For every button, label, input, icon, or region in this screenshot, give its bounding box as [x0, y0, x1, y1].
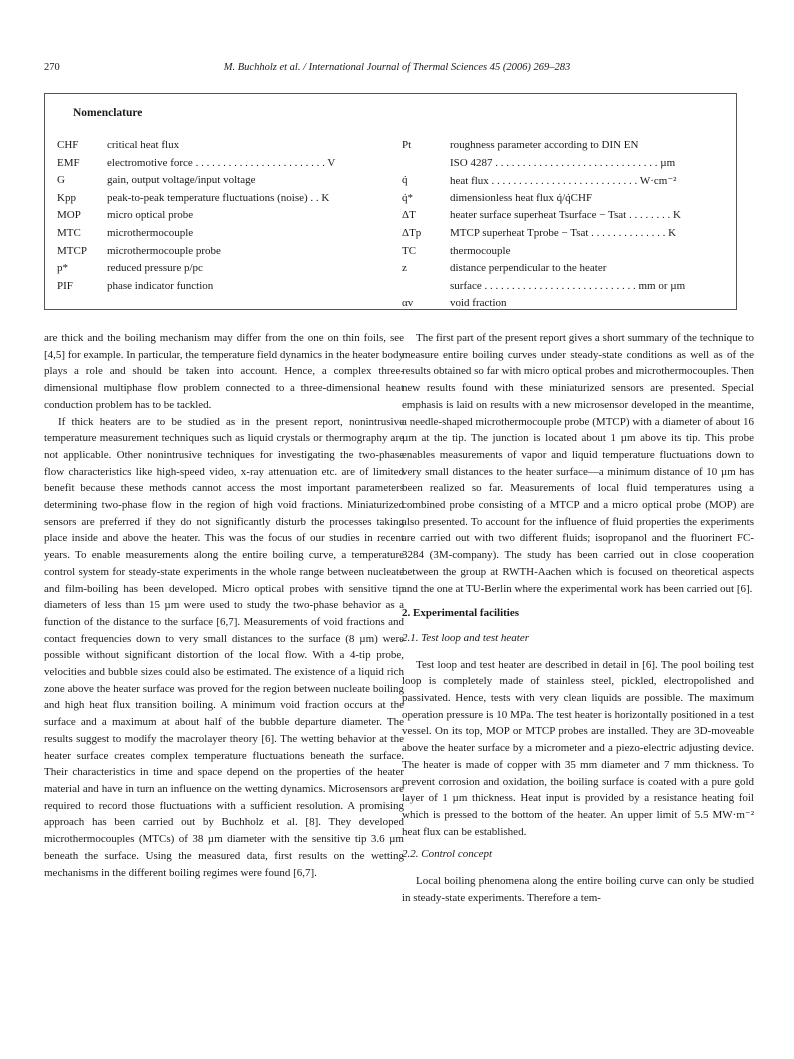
- nomenclature-entry: [402, 297, 727, 315]
- nomenclature-definition: MTCP superheat Tprobe − Tsat . . . . . . . . . . . . . . K: [450, 226, 677, 239]
- nomenclature-entry: [57, 280, 387, 298]
- nomenclature-entry: [402, 262, 727, 280]
- nomenclature-symbol: ΔTp: [402, 226, 422, 239]
- nomenclature-definition: heat flux . . . . . . . . . . . . . . . . . . . . . . . . . . . W·cm⁻²: [450, 175, 677, 188]
- nomenclature-definition: microthermocouple probe: [107, 244, 221, 257]
- nomenclature-entry: [402, 209, 727, 227]
- section-heading: 2. Experimental facilities: [402, 607, 520, 620]
- paragraph: The first part of the present report gives a short summary of the technique to measure entire boiling curves under steady-state conditions as well as of the results obtained so far with micro optical probes and microthermocouples. Then new results found with these miniaturized sensors are presented. Special emphasis is laid on results with a new microsensor developed in the meantime, a needle-shaped microthermocouple probe (MTCP) with a diameter of about 16 µm at the tip. The junction is located about 1 µm above its tip. This probe enables measurements of vapor and liquid temperature fluctuations down to very small distances to the heater surface—a minimum distance of 10 µm has been realized so far. Measurements of local fluid temperatures using a combined probe consisting of a MTCP and a micro optical probe (MOP) are also presented. To account for the influence of fluid properties the experiments are carried out with two different fluids; isopropanol and the fluorinert FC-3284 (3M-company). The study has been carried out in close cooperation between the group at RWTH-Aachen which is focused on theoretical aspects and the one at TU-Berlin where the experimental work has been carried out [6].: [402, 332, 755, 595]
- subsection-heading: 2.1. Test loop and test heater: [402, 631, 530, 644]
- nomenclature-definition: microthermocouple: [107, 226, 194, 239]
- nomenclature-symbol: G: [57, 174, 65, 187]
- nomenclature-entry: [402, 245, 727, 263]
- nomenclature-definition: peak-to-peak temperature fluctuations (noise) . . K: [107, 191, 330, 204]
- nomenclature-symbol: z: [402, 262, 407, 275]
- page-header: [44, 62, 750, 78]
- left-text-column: [44, 330, 404, 881]
- nomenclature-entry: [57, 174, 387, 192]
- nomenclature-entry: [57, 209, 387, 227]
- nomenclature-left-column: [57, 139, 387, 297]
- nomenclature-definition: electromotive force . . . . . . . . . . . . . . . . . . . . . . . . V: [107, 156, 336, 169]
- nomenclature-box: [44, 93, 737, 310]
- nomenclature-definition: critical heat flux: [107, 139, 180, 151]
- nomenclature-symbol: αv: [402, 297, 414, 310]
- subsection-heading: 2.2. Control concept: [402, 848, 493, 861]
- nomenclature-symbol: EMF: [57, 156, 80, 169]
- nomenclature-entry: [402, 157, 727, 175]
- nomenclature-definition: gain, output voltage/input voltage: [107, 174, 256, 187]
- nomenclature-definition: distance perpendicular to the heater: [450, 262, 607, 275]
- nomenclature-symbol: Pt: [402, 139, 412, 151]
- nomenclature-symbol: q̇*: [402, 191, 413, 204]
- nomenclature-title: Nomenclature: [73, 107, 143, 119]
- nomenclature-definition: phase indicator function: [107, 279, 214, 292]
- nomenclature-right-column: [402, 139, 727, 315]
- nomenclature-symbol: MTCP: [57, 244, 87, 257]
- nomenclature-entry: [57, 157, 387, 175]
- nomenclature-definition: micro optical probe: [107, 209, 194, 222]
- nomenclature-entry: [402, 227, 727, 245]
- nomenclature-symbol: p*: [57, 262, 68, 275]
- nomenclature-entry: [57, 245, 387, 263]
- nomenclature-definition: ISO 4287 . . . . . . . . . . . . . . . . . . . . . . . . . . . . . . µm: [450, 156, 676, 169]
- nomenclature-symbol: q̇: [402, 174, 408, 187]
- nomenclature-definition: surface . . . . . . . . . . . . . . . . . . . . . . . . . . . . mm or µm: [450, 279, 686, 292]
- nomenclature-definition: reduced pressure p/pc: [107, 262, 203, 275]
- nomenclature-entry: [402, 192, 727, 210]
- nomenclature-entry: [402, 139, 727, 157]
- nomenclature-symbol: MOP: [57, 209, 81, 222]
- nomenclature-symbol: PIF: [57, 279, 73, 292]
- nomenclature-definition: dimensionless heat flux q̇/q̇CHF: [450, 191, 593, 204]
- nomenclature-symbol: ΔT: [402, 209, 416, 222]
- nomenclature-entry: [402, 174, 727, 192]
- nomenclature-definition: roughness parameter according to DIN EN: [450, 139, 639, 151]
- nomenclature-definition: heater surface superheat Tsurface − Tsat . . . . . . . . K: [450, 209, 681, 222]
- paragraph: If thick heaters are to be studied as in the present report, nonintrusive temperature measurement techniques such as liquid crystals or thermography are not applicable. Other nonintrusive techniques for investigating the two-phase flow characteristics like high-speed video, x-ray attenuation etc. are of limited benefit because these methods cannot access the most important parameters determining two-phase flow in the region of high void fractions. Miniaturized sensors are preferred if they do not significantly disturb the processes taking place inside and above the heater. This was the focus of our studies in recent years. To enable measurements along the entire boiling curve, a temperature control system for steady-state experiments in the whole range between nucleate and film-boiling has been developed. Micro optical probes with sensitive tip diameters of less than 15 µm were used to study the two-phase behavior as a function of the distance to the surface [6,7]. Measurements of void fractions and contact frequencies down to very small distances to the surface (8 µm) were possible without significant distortion of the local flow. With a 4-tip probe, velocities and bubble sizes could also be estimated. The existence of a liquid rich zone above the heater surface was proved for the region between nucleate boiling and high heat flux transition boiling. A minimum void fraction occurs at the surface and a maximum at about half of the bubble departure diameter. The results suggest to modify the macrolayer theory [6]. The wetting behavior at the heater surface creates complex temperature fluctuations beneath the surface. Their characteristics in time and space depend on the properties of the heater material and have in turn an influence on the wetting dynamics. Microsensors are required to record those fluctuations with a sufficient resolution. A promising approach has been carried out by Buchholz et al. [8]. They developed microthermocouples (MTCs) of 38 µm diameter with the sensitive tip 3.6 µm beneath the surface. Using the measured data, first results on the wetting mechanisms in the different boiling regimes were found [6,7].: [44, 415, 404, 879]
- page-number: 270: [44, 62, 60, 73]
- nomenclature-symbol: TC: [402, 244, 417, 257]
- nomenclature-entry: [57, 192, 387, 210]
- nomenclature-definition: void fraction: [450, 297, 507, 310]
- nomenclature-entry: [57, 262, 387, 280]
- paragraph: Test loop and test heater are described in detail in [6]. The pool boiling test loop is completely made of stainless steel, pickled, electropolished and passivated. Hence, tests with very clean liquids are possible. The maximum operation pressure is 10 MPa. The test heater is horizontally positioned in a test vessel. On its top, MOP or MTCP probes are installed. They are 3D-moveable above the heater surface by a micrometer and a piezo-electric adjusting device. The heater is made of copper with 35 mm diameter and 7 mm thickness. To prevent corrosion and oxidation, the boiling surface is coated with a pure gold layer of 1 µm thickness. Heat input is provided by a resistance heating foil which is pressed to the bottom of the heater. An upper limit of 5.5 MW·m⁻² heat flux can be established.: [402, 658, 754, 838]
- nomenclature-definition: thermocouple: [450, 244, 511, 257]
- nomenclature-entry: [57, 227, 387, 245]
- paragraph: Local boiling phenomena along the entire boiling curve can only be studied in steady-state experiments. Therefore a tem-: [402, 875, 754, 904]
- paragraph: are thick and the boiling mechanism may differ from the one on thin foils, see [4,5] for example. In particular, the temperature field dynamics in the heater body plays a role and should be taken into account. Hence, a complex three-dimensional multiphase flow problem connected to a three-dimensional heat conduction problem has to be tackled.: [44, 332, 404, 411]
- nomenclature-entry: [402, 280, 727, 298]
- running-head: M. Buchholz et al. / International Journal of Thermal Sciences 45 (2006) 269–283: [223, 62, 571, 73]
- right-text-column: [402, 330, 754, 907]
- nomenclature-symbol: Kpp: [57, 191, 76, 204]
- nomenclature-symbol: MTC: [57, 226, 81, 239]
- nomenclature-symbol: CHF: [57, 139, 79, 151]
- nomenclature-entry: [57, 139, 387, 157]
